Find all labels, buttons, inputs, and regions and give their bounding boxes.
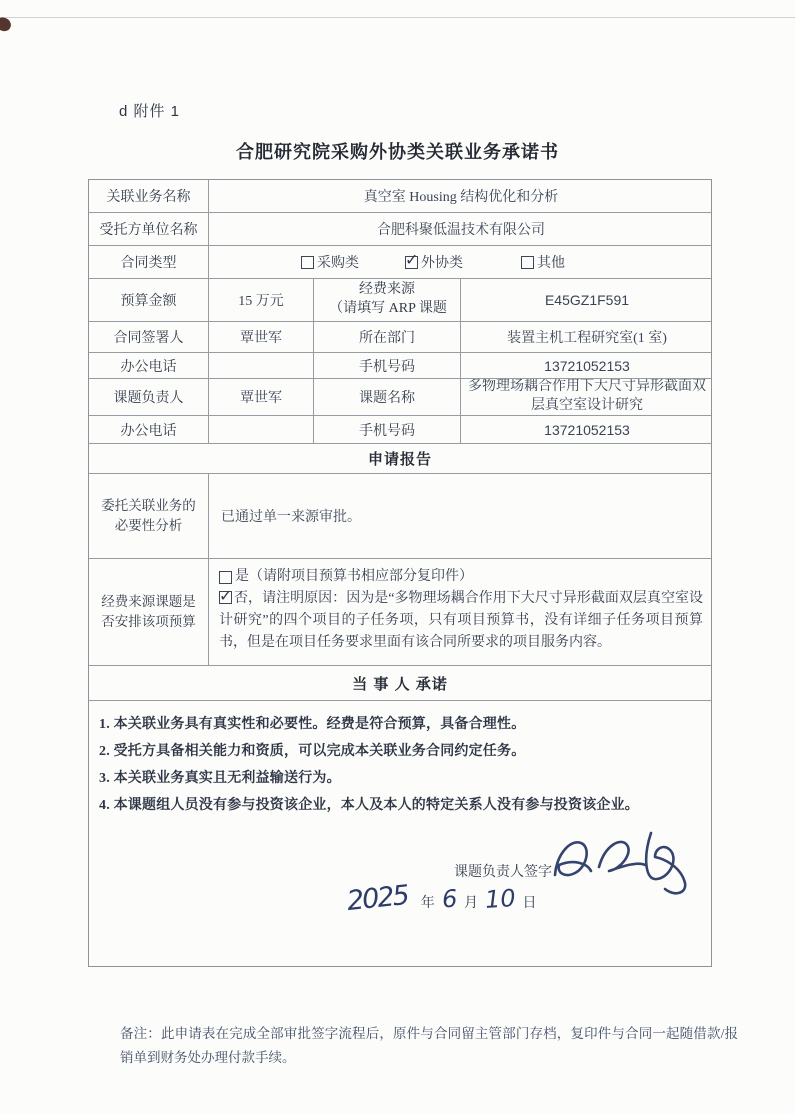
checkbox-yes-icon — [219, 571, 232, 584]
office-phone-2-value — [209, 416, 314, 443]
commitment-item-1: 1. 本关联业务具有真实性和必要性。经费是符合预算，具备合理性。 — [99, 717, 526, 732]
commitment-form-table — [88, 179, 712, 967]
necessity-label: 委托关联业务的必要性分析 — [89, 474, 209, 558]
department-value: 装置主机工程研究室(1 室) — [507, 331, 667, 346]
checkbox-other-icon — [521, 256, 534, 269]
application-report-header: 申请报告 — [367, 451, 432, 468]
footer-note: 备注：此申请表在完成全部审批签字流程后，原件与合同留主管部门存档，复印件与合同一起随借款/报销单到财务处办理付款手续。 — [120, 1026, 738, 1065]
related-business-value: 真空室 Housing 结构优化和分析 — [363, 190, 559, 205]
handwritten-year: 2025 — [345, 879, 410, 918]
budget-arranged-content — [209, 559, 713, 665]
funding-source-value: E45GZ1F591 — [544, 292, 630, 308]
commitments-content — [89, 701, 711, 966]
necessity-value: 已通过单一来源审批。 — [221, 510, 361, 525]
budget-arranged-yes-text: 是（请附项目预算书相应部分复印件） — [235, 569, 473, 584]
contract-type-options — [209, 246, 713, 278]
mobile-2-value: 13721052153 — [544, 421, 630, 438]
contract-type-option-other — [521, 252, 565, 272]
office-phone-1-label: 办公电话 — [89, 353, 209, 378]
mobile-2-label: 手机号码 — [314, 416, 461, 443]
month-unit-label: 月 — [464, 896, 478, 911]
contract-type-option-label: 采购类 — [317, 256, 359, 271]
attachment-label: d 附件 1 — [119, 103, 181, 120]
signature-label: 课题负责人签字： — [454, 865, 566, 880]
row-leader-project — [89, 379, 711, 416]
contract-type-option-label: 外协类 — [421, 256, 463, 271]
row-budget-arranged — [89, 559, 711, 666]
budget-label: 预算金额 — [89, 279, 209, 321]
contract-type-option-purchase — [301, 252, 359, 272]
contract-type-label: 合同类型 — [89, 246, 209, 278]
project-name-value: 多物理场耦合作用下大尺寸异形截面双层真空室设计研究 — [468, 379, 706, 413]
checkbox-purchase-icon — [301, 256, 314, 269]
project-name-label: 课题名称 — [314, 379, 461, 415]
contract-signer-value: 覃世军 — [209, 322, 314, 352]
row-commitment-header — [89, 666, 711, 701]
budget-arranged-option-yes — [219, 566, 703, 588]
contract-signer-label: 合同签署人 — [89, 322, 209, 352]
handwritten-day: 10 — [484, 883, 517, 915]
handwritten-signature — [547, 823, 707, 903]
office-phone-2-label: 办公电话 — [89, 416, 209, 443]
funding-source-label-line2: （请填写 ARP 课题 — [329, 301, 447, 316]
scan-artifact-blob — [0, 16, 13, 33]
commitment-header: 当 事 人 承诺 — [352, 675, 448, 693]
commitment-item-3: 3. 本关联业务真实且无利益输送行为。 — [99, 771, 341, 786]
contract-type-option-label: 其他 — [537, 256, 565, 271]
scan-artifact-line — [0, 17, 795, 18]
row-signer-department — [89, 322, 711, 353]
trustee-unit-value: 合肥科聚低温技术有限公司 — [377, 223, 545, 238]
day-unit-label: 日 — [522, 896, 537, 911]
handwritten-month: 6 — [440, 884, 458, 914]
checkbox-no-icon: ✓ — [219, 586, 233, 605]
row-necessity — [89, 474, 711, 559]
project-leader-label: 课题负责人 — [89, 379, 209, 415]
mobile-1-value: 13721052153 — [544, 357, 630, 374]
row-phone-1 — [89, 353, 711, 379]
row-phone-2 — [89, 416, 711, 444]
year-unit-label: 年 — [420, 896, 435, 911]
project-leader-value: 覃世军 — [209, 379, 314, 415]
commitment-item-2: 2. 受托方具备相关能力和资质，可以完成本关联业务合同约定任务。 — [99, 744, 526, 759]
row-trustee-unit — [89, 213, 711, 246]
row-application-report-header — [89, 444, 711, 474]
mobile-1-label: 手机号码 — [314, 353, 461, 378]
signature-date — [345, 879, 540, 918]
funding-source-label-line1: 经费来源 — [359, 282, 415, 298]
row-related-business — [89, 180, 711, 213]
funding-source-label — [314, 279, 461, 321]
row-contract-type — [89, 246, 711, 279]
row-commitments — [89, 701, 711, 966]
department-label: 所在部门 — [314, 322, 461, 352]
office-phone-1-value — [209, 353, 314, 378]
related-business-label: 关联业务名称 — [89, 180, 209, 212]
commitment-item-4: 4. 本课题组人员没有参与投资该企业，本人及本人的特定关系人没有参与投资该企业。 — [99, 798, 639, 813]
budget-arranged-no-text: 否，请注明原因：因为是“多物理场耦合作用下大尺寸异形截面双层真空室设计研究”的四个项目的子任务项，只有项目预算书，没有详细子任务项目预算书，但是在项目任务要求里面有该合同所要求的项目服务内容。 — [219, 591, 703, 650]
contract-type-option-outsourcing — [405, 249, 463, 272]
budget-arranged-label: 经费来源课题是否安排该项预算 — [89, 559, 209, 665]
trustee-unit-label: 受托方单位名称 — [89, 213, 209, 245]
budget-arranged-option-no — [219, 588, 703, 654]
row-budget-funding — [89, 279, 711, 322]
document-title: 合肥研究院采购外协类关联业务承诺书 — [236, 142, 559, 162]
checkbox-outsourcing-icon: ✓ — [405, 249, 419, 269]
budget-value: 15 万元 — [209, 279, 314, 321]
